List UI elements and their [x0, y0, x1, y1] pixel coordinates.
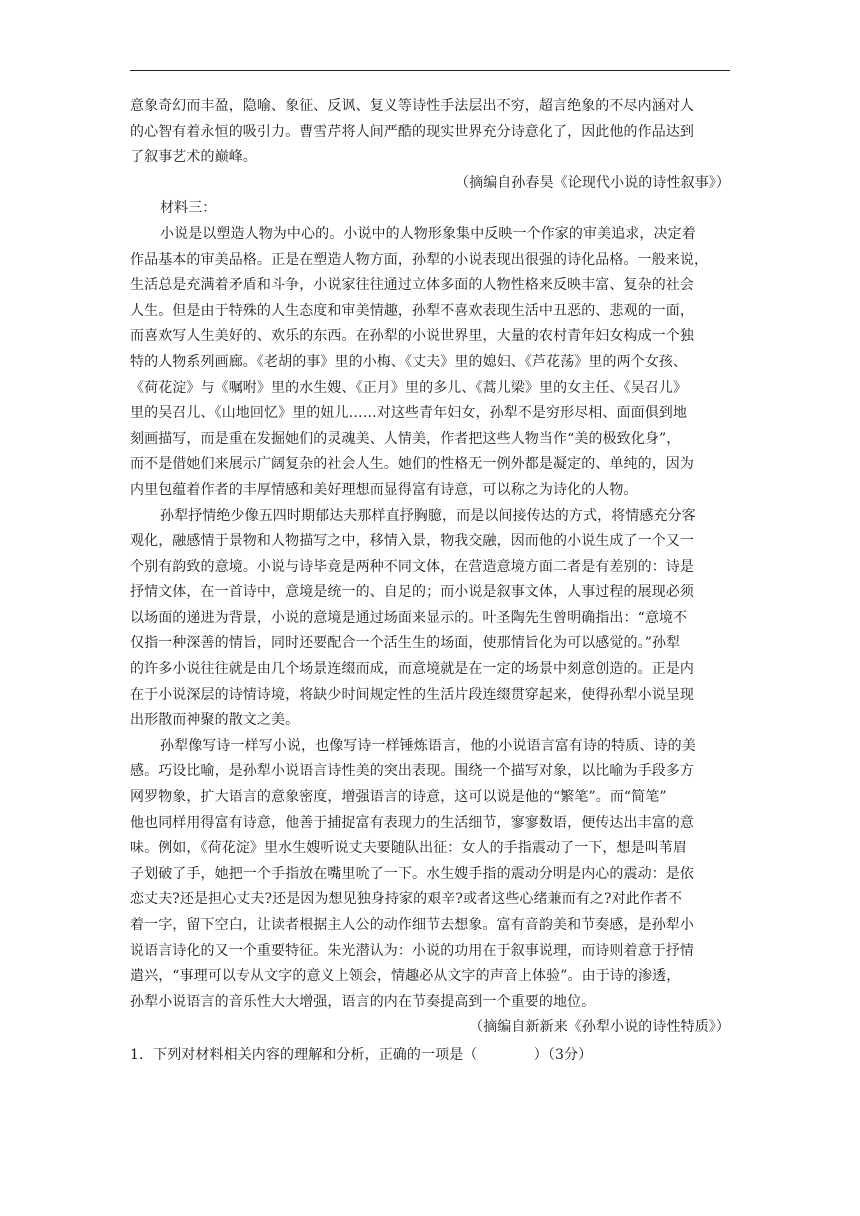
text-line: 孙犁抒情绝少像五四时期郁达夫那样直抒胸臆，而是以间接传达的方式，将情感充分客 — [160, 507, 696, 524]
text-line: 仅指一种深善的情旨，同时还要配合一个活生生的场面，使那情旨化为可以感觉的。”孙犁 — [130, 635, 681, 652]
text-line: 说语言诗化的又一个重要特征。朱光潜认为：小说的功用在于叙事说理，而诗则着意于抒情 — [130, 942, 694, 959]
text-line: 而不是借她们来展示广阔复杂的社会人生。她们的性格无一例外都是凝定的、单纯的，因为 — [130, 456, 694, 473]
document-body — [130, 94, 730, 1069]
text-line: 观化，融感情于景物和人物描写之中，移情入景，物我交融，因而他的小说生成了一个又一 — [130, 533, 694, 550]
text-line: 恋丈夫?还是担心丈夫?还是因为想见独身持家的艰辛?或者这些心绪兼而有之?对此作者不 — [130, 891, 683, 908]
text-line: 特的人物系列画廊。《老胡的事》里的小梅、《丈夫》里的媳妇、《芦花荡》里的两个女孩、 — [130, 353, 688, 370]
text-line: 了叙事艺术的巅峰。 — [130, 149, 257, 166]
text-line: 他也同样用得富有诗意，他善于捕捉富有表现力的生活细节，寥寥数语，便传达出丰富的意 — [130, 814, 694, 831]
text-line: 的许多小说往往就是由几个场景连缀而成，而意境就是在一定的场景中刻意创造的。正是内 — [130, 661, 694, 678]
text-line: 而喜欢写人生美好的、欢乐的东西。在孙犁的小说世界里，大量的农村青年妇女构成一个独 — [130, 328, 694, 345]
text-line: 以场面的递进为背景，小说的意境是通过场面来显示的。叶圣陶先生曾明确指出：“意境不 — [130, 609, 688, 626]
text-line: 在于小说深层的诗情诗境，将缺少时间规定性的生活片段连缀贯穿起来，使得孙犁小说呈现 — [130, 686, 694, 703]
text-line: 抒情文体，在一首诗中，意境是统一的、自足的；而小说是叙事文体，人事过程的展现必须 — [130, 584, 694, 601]
text-line: 遣兴，“事理可以专从文字的意义上领会，情趣必从文字的声音上体验”。由于诗的渗透， — [130, 968, 681, 985]
text-line: 《荷花淀》与《嘱咐》里的水生嫂、《正月》里的多儿、《蒿儿梁》里的女主任、《吴召儿》 — [130, 379, 688, 396]
text-line: 里的吴召儿、《山地回忆》里的妞儿……对这些青年妇女，孙犁不是穷形尽相、面面俱到地 — [130, 405, 687, 422]
text-line: 小说是以塑造人物为中心的。小说中的人物形象集中反映一个作家的审美追求，决定着 — [160, 225, 696, 242]
text-line: 内里包蕴着作者的丰厚情感和美好理想而显得富有诗意，可以称之为诗化的人物。 — [130, 481, 638, 498]
text-line: 个别有韵致的意境。小说与诗毕竟是两种不同文体，在营造意境方面二者是有差别的：诗是 — [130, 558, 694, 575]
text-line: 刻画描写，而是重在发掘她们的灵魂美、人情美，作者把这些人物当作“美的极致化身”， — [130, 430, 681, 447]
text-line: 子划破了手，她把一个手指放在嘴里吮了一下。水生嫂手指的震动分明是内心的震动：是依 — [130, 865, 694, 882]
text-line: 材料三： — [160, 200, 217, 217]
text-line: 味。例如，《荷花淀》里水生嫂听说丈夫要随队出征：女人的手指震动了一下，想是叫苇眉 — [130, 840, 687, 857]
text-line: 网罗物象，扩大语言的意象密度，增强语言的诗意，这可以说是他的“繁笔”。而“简笔” — [130, 789, 667, 806]
text-line: 孙犁像写诗一样写小说，也像写诗一样锤炼语言，他的小说语言富有诗的特质、诗的美 — [160, 737, 696, 754]
source-citation: （摘编自新新来《孙犁小说的诗性特质》） — [469, 1019, 730, 1036]
text-line: 生活总是充满着矛盾和斗争，小说家往往通过立体多面的人物性格来反映丰富、复杂的社会 — [130, 277, 694, 294]
text-line: 着一字，留下空白，让读者根据主人公的动作细节去想象。富有音韵美和节奏感，是孙犁小 — [130, 917, 694, 933]
text-line: 作品基本的审美品格。正是在塑造人物方面，孙犁的小说表现出很强的诗化品格。一般来说， — [130, 251, 709, 268]
question-1: 1．下列对材料相关内容的理解和分析，正确的一项是（ ）（3分） — [130, 1046, 593, 1063]
header-rule — [130, 70, 730, 71]
text-line: 的心智有着永恒的吸引力。曹雪芹将人间严酷的现实世界充分诗意化了，因此他的作品达到 — [130, 123, 694, 140]
text-line: 孙犁小说语言的音乐性大大增强，语言的内在节奏提高到一个重要的地位。 — [130, 993, 596, 1010]
text-line: 意象奇幻而丰盈，隐喻、象征、反讽、复义等诗性手法层出不穷，超言绝象的不尽内涵对人 — [130, 98, 694, 114]
text-line: 人生。但是由于特殊的人生态度和审美情趣，孙犁不喜欢表现生活中丑恶的、悲观的一面， — [130, 302, 694, 319]
text-line: 出形散而神聚的散文之美。 — [130, 712, 300, 729]
source-citation: （摘编自孙春昊《论现代小说的诗性叙事》） — [455, 174, 730, 191]
text-line: 感。巧设比喻，是孙犁小说语言诗性美的突出表现。围绕一个描写对象，以比喻为手段多方 — [130, 763, 694, 780]
